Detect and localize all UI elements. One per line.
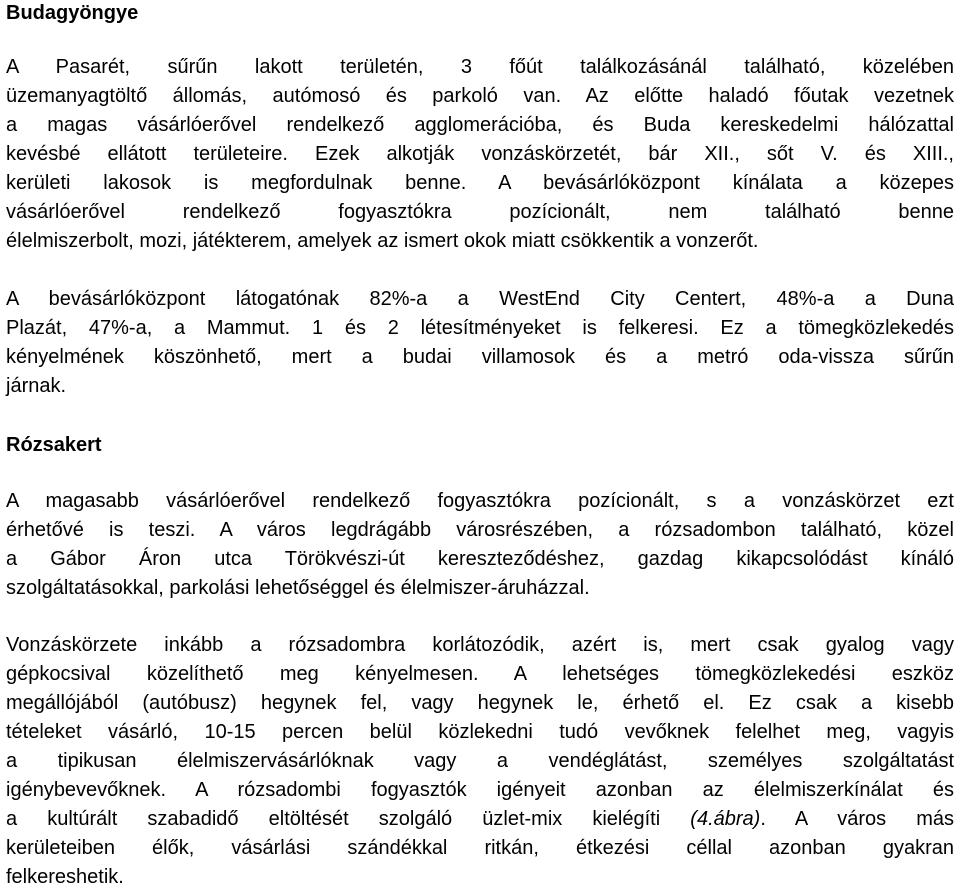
text-line: gépkocsival közelíthető meg kényelmesen. A lehetséges tömegközlekedési eszköz [6,663,954,685]
text-line: Vonzáskörzete inkább a rózsadombra korlátozódik, azért is, mert csak gyalog vagy [6,634,954,656]
text-line: A Pasarét, sűrűn lakott területén, 3 főút találkozásánál található, közelében [6,56,954,78]
text-line-with-figure-ref [6,805,954,834]
text-line: üzemanyagtöltő állomás, autómosó és parkoló van. Az előtte haladó főutak vezetnek [6,85,954,107]
paragraph-budagyongye-1 [6,53,954,256]
text-line: kényelmének köszönhető, mert a budai villamosok és a metró oda-vissza sűrűn [6,346,954,368]
text-line: kerületeiben élők, vásárlási szándékkal ritkán, étkezési céllal azonban gyakran [6,837,954,859]
text-line: szolgáltatásokkal, parkolási lehetőséggel és élelmiszer-áruházzal. [6,577,590,599]
paragraph-rozsakert-1 [6,487,954,603]
text-line: A magasabb vásárlóerővel rendelkező fogyasztókra pozícionált, s a vonzáskörzet ezt [6,490,954,512]
text-line: igénybevevőknek. A rózsadombi fogyasztók igényeit azonban az élelmiszerkínálat és [6,779,954,801]
text-line: kerületi lakosok is megfordulnak benne. A bevásárlóközpont kínálata a közepes [6,172,954,194]
text-line: felkereshetik. [6,866,124,888]
text-line: kevésbé ellátott területeire. Ezek alkotják vonzáskörzetét, bár XII., sőt V. és XIII., [6,143,954,165]
text-line: a Gábor Áron utca Törökvészi-út kereszteződéshez, gazdag kikapcsolódást kínáló [6,548,954,570]
text-line: megállójából (autóbusz) hegynek fel, vagy hegynek le, érhető el. Ez csak a kisebb [6,692,954,714]
paragraph-budagyongye-2 [6,285,954,401]
text-line: érhetővé is teszi. A város legdrágább városrészében, a rózsadombon található, közel [6,519,954,541]
text-segment: a kultúrált szabadidő eltöltését szolgáló üzlet-mix kielégíti [6,808,661,830]
text-line: Plazát, 47%-a, a Mammut. 1 és 2 létesítményeket is felkeresi. Ez a tömegközlekedés [6,317,954,339]
text-line: járnak. [6,375,67,397]
section-heading-budagyongye: Budagyöngye [6,2,139,24]
paragraph-rozsakert-2 [6,631,954,892]
text-line: élelmiszerbolt, mozi, játékterem, amelyek az ismert okok miatt csökkentik a vonzerőt. [6,230,759,252]
text-line: A bevásárlóközpont látogatónak 82%-a a WestEnd City Centert, 48%-a a Duna [6,288,954,310]
text-line: a magas vásárlóerővel rendelkező agglomerációba, és Buda kereskedelmi hálózattal [6,114,954,136]
figure-reference: (4.ábra) [690,808,761,830]
text-segment: . A város más [760,808,954,830]
section-heading-rozsakert: Rózsakert [6,434,102,456]
text-line: vásárlóerővel rendelkező fogyasztókra pozícionált, nem található benne [6,201,954,223]
text-line: a tipikusan élelmiszervásárlóknak vagy a vendéglátást, személyes szolgáltatást [6,750,954,772]
text-line: tételeket vásárló, 10-15 percen belül közlekedni tudó vevőknek felelhet meg, vagyis [6,721,954,743]
